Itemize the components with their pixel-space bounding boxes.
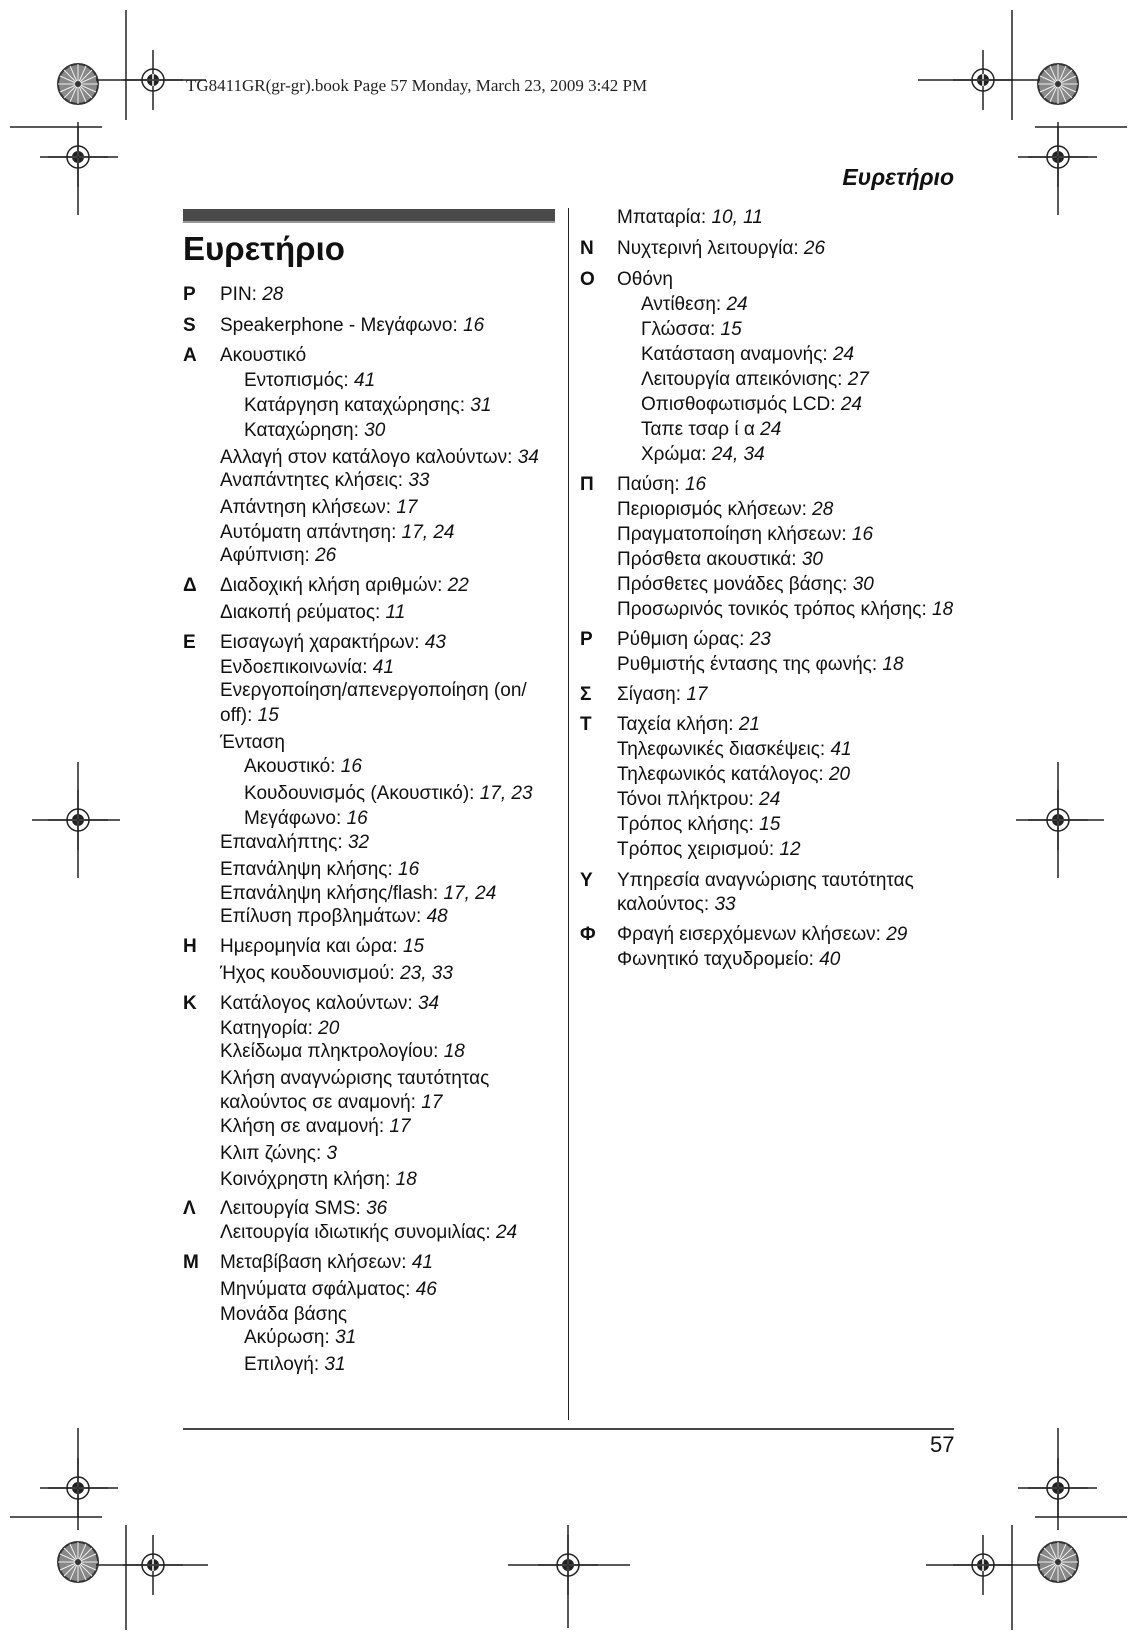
index-entry [220,522,454,544]
index-entry-term: Ακουστικό: [244,756,341,777]
index-entry [641,369,869,391]
index-entry [220,680,527,702]
index-entry-pages: 26 [803,238,826,259]
index-entry-pages: 24 [726,294,748,315]
section-letter: Y [580,870,593,891]
index-entry [617,949,840,971]
index-entry-term: Ταχεία κλήση: [617,714,739,735]
section-letter: Δ [183,575,197,596]
index-entry [244,783,533,805]
index-entry-pages: 46 [415,1279,437,1300]
index-entry [220,1169,417,1191]
index-entry-pages: 30 [852,574,874,595]
index-entry [220,1222,517,1244]
index-entry-term: Χρώμα: [641,444,712,465]
index-entry-pages: 28 [262,284,284,305]
index-entry-term: Ακουστικό [220,345,307,366]
index-entry [220,545,336,567]
index-entry-term: Εντοπισμός: [244,370,354,391]
index-entry-term: Κατάλογος καλούντων: [220,993,418,1014]
index-entry-pages: 24 [759,789,781,810]
index-entry-pages: 43 [424,632,446,653]
index-entry-term: Ακύρωση: [244,1327,336,1348]
index-entry [220,1018,339,1040]
index-entry-term: Οπισθοφωτισμός LCD: [641,394,841,415]
index-entry [244,370,375,392]
index-entry [220,1304,347,1326]
index-entry-term: Ρυθμιστής έντασης της φωνής: [617,654,883,675]
index-entry [617,684,707,706]
section-letter: E [183,632,196,653]
index-entry-term: Τηλεφωνικός κατάλογος: [617,764,829,785]
index-entry [617,894,736,916]
index-entry-term: Αυτόματη απάντηση: [220,522,402,543]
index-entry [220,936,424,958]
index-entry [244,808,368,830]
index-entry [617,474,706,496]
index-entry-term: Κουδουνισμός (Ακουστικό): [244,783,480,804]
index-entry-term: Μονάδα βάσης [220,1304,348,1325]
index-entry-term: καλούντος: [617,894,715,915]
index-entry-term: Παύση: [617,474,685,495]
index-entry-pages: 17, 24 [443,883,497,904]
index-entry-pages: 17, 23 [479,783,533,804]
index-entry-term: Τόνοι πλήκτρου: [617,789,760,810]
index-entry [220,963,453,985]
index-entry-pages: 20 [828,764,851,785]
index-entry-term: Φραγή εισερχόμενων κλήσεων: [617,924,887,945]
index-entry [220,906,448,928]
index-entry-term: Κλήση σε αναμονή: [220,1116,390,1137]
index-entry [220,993,439,1015]
index-entry [220,284,283,306]
index-entry-pages: 41 [354,370,376,391]
index-entry-term: Μεταβίβαση κλήσεων: [220,1252,412,1273]
index-entry-pages: 16 [684,474,707,495]
index-entry [220,345,306,367]
index-entry [617,574,874,596]
index-entry [617,789,780,811]
index-entry-pages: 24 [832,344,855,365]
index-entry [220,832,369,854]
index-entry [617,839,801,861]
index-entry-pages: 17 [389,1116,411,1137]
section-letter: Π [580,474,594,495]
index-entry-pages: 29 [886,924,908,945]
index-entry [641,344,854,366]
book-header: TG8411GR(gr-gr).book Page 57 Monday, March 23, 2009 3:42 PM [186,76,648,95]
index-entry [220,705,279,727]
star-target-icon [58,1542,98,1582]
index-entry-pages: 18 [932,599,954,620]
index-entry [617,714,760,736]
index-entry [220,497,417,519]
index-entry-term: Ταπε τσαρ ί α [641,419,761,440]
index-entry-pages: 23, 33 [400,963,453,984]
index-entry [220,1116,411,1138]
index-entry-term: Ήχος κουδουνισμού: [220,963,401,984]
index-entry-term: Επανάληψη κλήσης/flash: [220,883,444,904]
index-entry [220,1279,437,1301]
index-entry [617,549,823,571]
section-letter: P [183,284,196,305]
index-entry-term: Πρόσθετες μονάδες βάσης: [617,574,853,595]
index-entry-term: Κοινόχρηστη κλήση: [220,1169,396,1190]
index-entry [220,1068,489,1090]
index-entry-pages: 23 [749,629,771,650]
index-entry-term: Σίγαση: [617,684,687,705]
index-entry-term: Οθόνη [617,269,673,290]
index-entry-pages: 18 [882,654,904,675]
section-letter: P [580,629,593,650]
index-entry-pages: 28 [812,499,834,520]
index-entry-term: Λειτουργία SMS: [220,1198,367,1219]
section-letter: Φ [580,924,596,945]
index-entry [220,315,484,337]
index-entry-term: Αφύπνιση: [220,545,316,566]
index-entry [220,883,496,905]
index-entry-pages: 15 [257,705,279,726]
index-entry [641,394,862,416]
index-entry-term: Κλήση αναγνώρισης ταυτότητας [220,1068,490,1089]
index-entry [617,764,850,786]
index-entry-pages: 17 [396,497,418,518]
running-head: Ευρετήριο [842,164,954,190]
index-entry-term: Κλιπ ζώνης: [220,1143,327,1164]
index-entry-pages: 22 [447,575,469,596]
index-entry-term: PIN: [220,284,263,305]
index-entry [617,814,780,836]
star-target-icon [58,64,98,104]
index-entry-pages: 15 [720,319,742,340]
index-entry [617,629,771,651]
index-entry-pages: 24 [840,394,862,415]
index-entry-term: Τρόπος κλήσης: [617,814,760,835]
index-entry-pages: 31 [324,1354,346,1375]
index-entry-pages: 32 [347,832,370,853]
title-bar [183,209,555,221]
index-entry-term: Εισαγωγή χαρακτήρων: [220,632,425,653]
index-entry-pages: 17 [421,1092,443,1113]
index-entry-term: Πραγματοποίηση κλήσεων: [617,524,852,545]
index-entry-term: Επαναλήπτης: [220,832,348,853]
index-entry-term: Περιορισμός κλήσεων: [617,499,813,520]
section-letter: K [183,993,197,1014]
index-entry-pages: 21 [738,714,760,735]
index-entry-pages: 12 [779,839,801,860]
index-entry [220,657,394,679]
index-entry-pages: 24, 34 [711,444,765,465]
index-entry-pages: 20 [318,1018,340,1039]
index-entry [641,444,765,466]
index-entry-term: Αναπάντητες κλήσεις: [220,470,409,491]
index-entry [617,207,763,229]
index-entry [244,420,385,442]
index-entry-term: Επιλογή: [244,1354,325,1375]
index-entry [617,599,953,621]
index-entry-term: Speakerphone - Μεγάφωνο: [220,315,464,336]
section-letter: H [183,936,197,957]
index-entry-pages: 16 [851,524,874,545]
section-letter: Σ [580,684,592,705]
index-entry-pages: 10, 11 [711,207,763,228]
index-entry [220,632,446,654]
index-entry-term: Φωνητικό ταχυδρομείο: [617,949,820,970]
index-entry [617,524,873,546]
index-entry-pages: 18 [395,1169,417,1190]
column-divider [568,208,569,1420]
index-entry [617,870,914,892]
star-target-icon [1038,1542,1078,1582]
index-entry-term: Διακοπή ρεύματος: [220,602,386,623]
index-entry-term: off): [220,705,258,726]
index-entry [641,294,748,316]
index-entry [617,654,904,676]
section-letter: A [183,345,197,366]
index-entry-pages: 16 [346,808,368,829]
index-entry-pages: 15 [402,936,425,957]
index-entry-pages: 41 [411,1252,433,1273]
index-entry [244,1354,346,1376]
index-entry-term: Γλώσσα: [641,319,721,340]
index-entry-pages: 41 [372,657,394,678]
index-entry-term: Ένταση [220,732,285,753]
page-number: 57 [930,1432,955,1457]
index-entry-pages: 16 [463,315,485,336]
index-entry-pages: 34 [517,447,539,468]
index-entry-term: Πρόσθετα ακουστικά: [617,549,802,570]
section-letter: N [580,238,594,259]
index-entry [617,499,833,521]
index-entry-term: Αντίθεση: [641,294,727,315]
index-entry-term: Απάντηση κλήσεων: [220,497,397,518]
index-entry [220,1198,387,1220]
index-entry [220,602,405,624]
index-entry-pages: 11 [385,602,406,623]
index-entry-pages: 31 [470,395,492,416]
index-entry [220,1252,433,1274]
index-entry [617,238,825,260]
index-entry-pages: 33 [714,894,736,915]
index-entry-term: Αλλαγή στον κατάλογο καλούντων: [220,447,518,468]
index-entry-term: Επίλυση προβλημάτων: [220,906,427,927]
index-entry-term: Μπαταρία: [617,207,712,228]
index-entry-term: Κατάργηση καταχώρησης: [244,395,471,416]
index-entry-term: καλούντος σε αναμονή: [220,1092,422,1113]
index-entry-term: Ενεργοποίηση/απενεργοποίηση (on/ [220,680,527,701]
index-entry-term: Ημερομηνία και ώρα: [220,936,403,957]
section-letter: S [183,315,196,336]
index-entry-pages: 26 [315,545,337,566]
section-letter: O [580,269,595,290]
section-letter: M [183,1252,199,1273]
index-entry [641,319,742,341]
index-entry-term: Τηλεφωνικές διασκέψεις: [617,739,831,760]
index-entry [641,419,781,441]
index-entry-pages: 16 [340,756,362,777]
index-entry [220,470,429,492]
index-entry-pages: 16 [398,859,420,880]
index-entry-term: Τρόπος χειρισμού: [617,839,780,860]
index-entry-pages: 30 [364,420,386,441]
index-entry-term: Μηνύματα σφάλματος: [220,1279,416,1300]
index-entry-term: Προσωρινός τονικός τρόπος κλήσης: [617,599,933,620]
index-entry [220,732,285,754]
index-entry-pages: 24 [495,1222,518,1243]
index-entry-pages: 36 [366,1198,388,1219]
index-entry-pages: 27 [847,369,869,390]
index-entry-term: Καταχώρηση: [244,420,365,441]
index-entry [220,1092,442,1114]
index-entry-pages: 31 [335,1327,357,1348]
index-entry-term: Διαδοχική κλήση αριθμών: [220,575,448,596]
index-entry [220,859,419,881]
index-entry [617,924,907,946]
index-entry-term: Κατάσταση αναμονής: [641,344,833,365]
index-entry-term: Ενδοεπικοινωνία: [220,657,373,678]
index-entry-pages: 15 [759,814,781,835]
index-entry [617,269,673,291]
index-entry [220,447,539,469]
index-entry-pages: 33 [408,470,430,491]
index-entry [244,756,362,778]
section-letter: T [580,714,592,735]
index-entry-term: Νυχτερινή λειτουργία: [617,238,804,259]
index-entry [617,739,852,761]
index-entry [220,575,469,597]
index-entry-term: Επανάληψη κλήσης: [220,859,399,880]
index-entry-pages: 48 [426,906,448,927]
index-entry-pages: 41 [830,739,852,760]
section-letter: Λ [183,1198,196,1219]
star-target-icon [1038,64,1078,104]
index-entry-term: Μεγάφωνο: [244,808,347,829]
index-entry-pages: 24 [760,419,782,440]
index-entry-pages: 30 [801,549,823,570]
index-entry [220,1041,465,1063]
index-entry [244,395,491,417]
index-entry-term: Λειτουργία ιδιωτικής συνομιλίας: [220,1222,496,1243]
index-entry-term: Κατηγορία: [220,1018,319,1039]
index-entry-pages: 17 [686,684,708,705]
index-entry-pages: 3 [326,1143,338,1164]
index-entry-pages: 17, 24 [401,522,455,543]
index-entry [220,1143,337,1165]
page-title: Ευρετήριο [183,230,345,267]
index-entry-term: Υπηρεσία αναγνώρισης ταυτότητας [617,870,914,891]
index-entry-pages: 34 [417,993,440,1014]
index-entry [244,1327,356,1349]
index-entry-term: Ρύθμιση ώρας: [617,629,750,650]
index-entry-pages: 18 [443,1041,465,1062]
index-entry-pages: 40 [819,949,841,970]
index-entry-term: Λειτουργία απεικόνισης: [641,369,848,390]
index-entry-term: Κλείδωμα πληκτρολογίου: [220,1041,444,1062]
footer-rule [183,1428,954,1430]
